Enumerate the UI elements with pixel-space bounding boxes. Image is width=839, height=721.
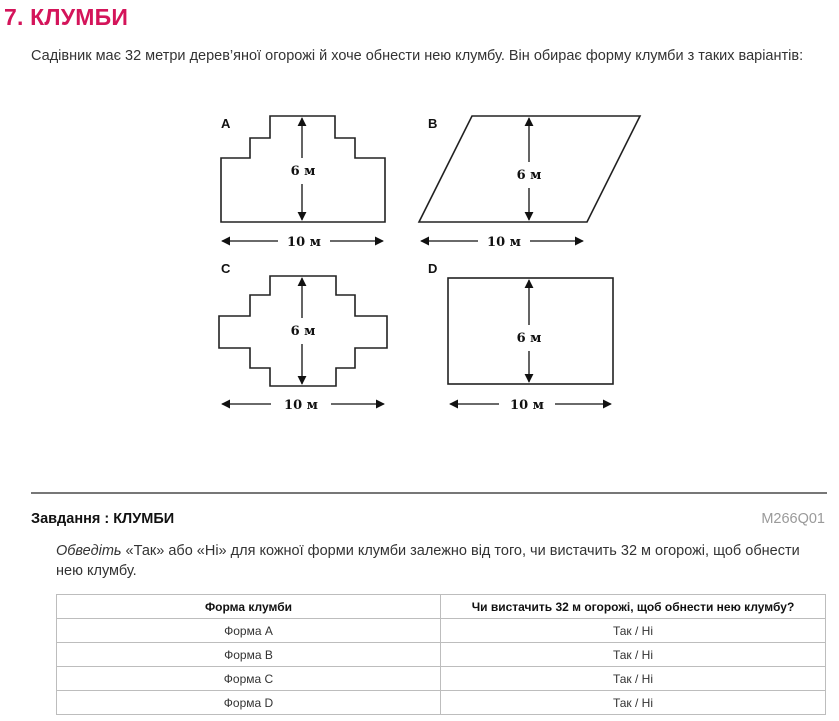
shape-cell: Форма C: [57, 667, 441, 691]
answer-cell[interactable]: Так / Ні: [441, 619, 826, 643]
width-label-c: 10 м: [284, 398, 318, 413]
width-label-a: 10 м: [287, 235, 321, 250]
answer-cell[interactable]: Так / Ні: [441, 667, 826, 691]
section-title: 7. КЛУМБИ: [4, 4, 129, 30]
shape-cell: Форма B: [57, 643, 441, 667]
height-label-a: 6 м: [290, 164, 316, 179]
answer-cell[interactable]: Так / Ні: [441, 691, 826, 715]
height-label-b: 6 м: [516, 168, 542, 183]
height-label-d: 6 м: [516, 331, 542, 346]
header-fence-enough: Чи вистачить 32 м огорожі, щоб обнести нею клумбу?: [441, 595, 826, 619]
figure-label-d: D: [428, 261, 438, 276]
section-divider: [31, 492, 827, 494]
task-title: Завдання : КЛУМБИ: [31, 511, 175, 527]
answers-table: [56, 594, 826, 715]
shape-cell: Форма A: [57, 619, 441, 643]
instruction-text: «Так» або «Ні» для кожної форми клумби залежно від того, чи вистачить 32 м огорожі, щоб обнести нею клумбу.: [56, 543, 800, 579]
task-instruction: [56, 541, 828, 581]
figure-label-a: A: [221, 116, 231, 131]
height-label-c: 6 м: [290, 324, 316, 339]
answer-cell[interactable]: Так / Ні: [441, 643, 826, 667]
task-code: M266Q01: [761, 511, 825, 527]
table-row: [57, 643, 826, 667]
width-label-b: 10 м: [487, 235, 521, 250]
intro-text: Садівник має 32 метри дерев’яної огорожі й хоче обнести нею клумбу. Він обирає форму клумби з таких варіантів:: [31, 48, 804, 64]
figure-label-c: C: [221, 261, 231, 276]
shape-cell: Форма D: [57, 691, 441, 715]
figure-label-b: B: [428, 116, 438, 131]
header-shape: Форма клумби: [57, 595, 441, 619]
width-label-d: 10 м: [510, 398, 544, 413]
table-row: [57, 667, 826, 691]
instruction-emphasis: Обведіть: [56, 543, 122, 559]
table-row: [57, 691, 826, 715]
table-row: [57, 619, 826, 643]
table-header-row: [57, 595, 826, 619]
